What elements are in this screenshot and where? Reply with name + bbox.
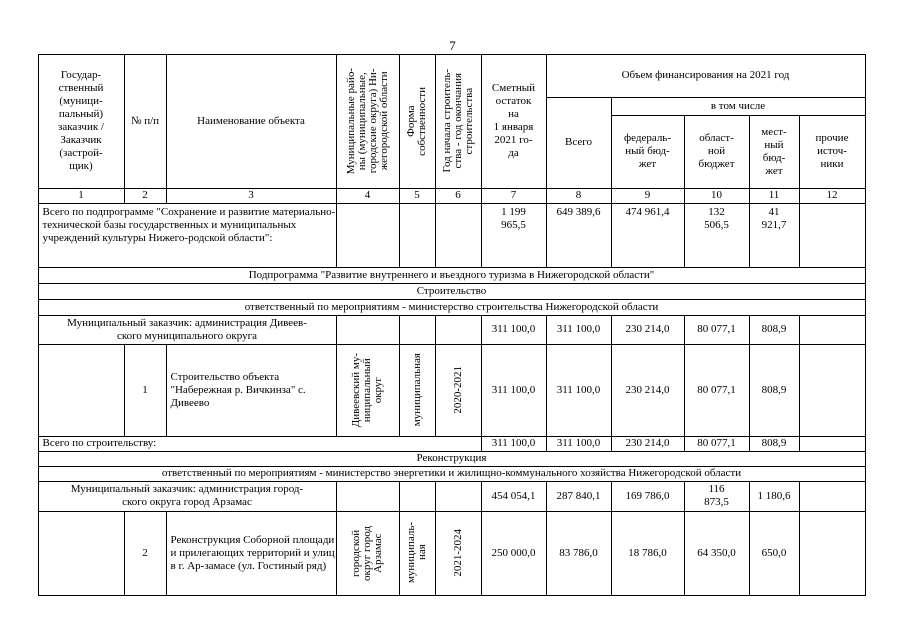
customer-diveevo-federal: [611, 315, 685, 345]
header-including-text: в том числе: [710, 99, 766, 112]
customer-diveevo-federal-text: 230 214,0: [625, 323, 670, 335]
column-number-3: [166, 188, 337, 204]
column-number-1: [38, 188, 125, 204]
object-2-district-text: городской округ город Арзамас: [350, 525, 384, 581]
subtotal-construction-regional-text: 80 077,1: [697, 437, 736, 449]
subtotal-program-total-text: 649 389,6: [556, 205, 601, 218]
subtotal-construction-other: [799, 436, 866, 452]
object-2-customer: [38, 511, 125, 596]
customer-arzamas-total-text: 287 840,1: [556, 489, 601, 502]
header-other-text: прочие источ- ники: [815, 132, 849, 170]
customer-diveevo-total-text: 311 100,0: [556, 323, 601, 335]
object-2-regional: [684, 511, 750, 596]
column-number-4: [336, 188, 400, 204]
section-reconstruction: [38, 451, 866, 467]
subtotal-program-ownership: [399, 203, 436, 268]
column-number-5-text: 5: [414, 189, 420, 201]
customer-arzamas-balance: [481, 481, 547, 512]
subtotal-program-federal-text: 474 961,4: [625, 205, 670, 218]
customer-arzamas-ownership: [399, 481, 436, 512]
object-2-name-text: Реконструкция Соборной площади и прилегающих территорий и улиц в г. Ар-замасе (ул. Гостиный ряд): [170, 533, 335, 572]
column-number-6-text: 6: [455, 189, 461, 201]
object-2-district: [336, 511, 400, 596]
customer-diveevo-ownership: [399, 315, 436, 345]
header-num-text: № п/п: [130, 114, 160, 127]
object-2-total: [546, 511, 612, 596]
object-2-ownership: [399, 511, 436, 596]
header-total: [546, 97, 612, 189]
object-2-ownership-text: муниципаль- ная: [405, 522, 428, 584]
object-2-federal: [611, 511, 685, 596]
responsible-construction-text: ответственный по мероприятиям - министерство строительства Нижегородской области: [244, 300, 659, 313]
customer-arzamas-regional-text: 116 873,5: [704, 483, 729, 508]
column-number-9-text: 9: [644, 189, 651, 201]
object-1-other: [799, 344, 866, 437]
header-balance-text: Сметный остаток на 1 января 2021 го- да: [491, 82, 536, 159]
header-including: [611, 97, 866, 116]
object-1-num-text: 1: [142, 383, 148, 396]
customer-arzamas-local-text: 1 180,6: [757, 489, 791, 502]
object-1-balance-text: 311 100,0: [491, 383, 536, 396]
customer-arzamas-regional: [684, 481, 750, 512]
customer-diveevo-label-text: Муниципальный заказчик: администрация Дивеев- ского муниципального округа: [67, 316, 307, 342]
customer-diveevo-total: [546, 315, 612, 345]
customer-arzamas-label: [38, 481, 337, 512]
header-federal-text: федераль- ный бюд- жет: [624, 132, 671, 170]
object-2-name: [166, 511, 337, 596]
header-ownership: [399, 54, 436, 189]
header-years-text: Год начала строитель- ства - год окончания строительства: [440, 69, 475, 173]
object-1-num: [124, 344, 167, 437]
subtotal-construction-local-text: 808,9: [761, 437, 787, 449]
customer-arzamas-years: [435, 481, 482, 512]
header-regional: [684, 115, 750, 189]
column-number-5: [399, 188, 436, 204]
column-number-12-text: 12: [826, 189, 838, 201]
object-2-other: [799, 511, 866, 596]
object-2-total-text: 83 786,0: [559, 546, 598, 559]
column-number-4-text: 4: [364, 189, 371, 201]
column-number-3-text: 3: [248, 189, 254, 201]
column-number-9: [611, 188, 685, 204]
subtotal-program-label: [38, 203, 337, 268]
column-number-8-text: 8: [575, 189, 582, 201]
object-2-local-text: 650,0: [761, 546, 787, 559]
object-1-name-text: Строительство объекта "Набережная р. Вичкинза" с. Дивеево: [170, 370, 306, 409]
object-1-local-text: 808,9: [761, 383, 787, 396]
object-1-local: [749, 344, 800, 437]
column-number-12: [799, 188, 866, 204]
customer-diveevo-local: [749, 315, 800, 345]
header-districts: [336, 54, 400, 189]
header-ownership-text: Форма собственности: [405, 86, 428, 156]
object-1-balance: [481, 344, 547, 437]
header-customer: [38, 54, 125, 189]
subtotal-construction-regional: [684, 436, 750, 452]
responsible-reconstruction-text: ответственный по мероприятиям - министерство энергетики и жилищно-коммунального хозяйства Нижегородской области: [161, 467, 742, 479]
subtotal-construction-total-text: 311 100,0: [556, 437, 601, 449]
customer-diveevo-balance: [481, 315, 547, 345]
customer-arzamas-federal: [611, 481, 685, 512]
column-number-7: [481, 188, 547, 204]
page-number: 7: [449, 38, 456, 53]
header-years: [435, 54, 482, 189]
customer-arzamas-districts: [336, 481, 400, 512]
header-num: [124, 54, 167, 189]
subtotal-program-local: [749, 203, 800, 268]
column-number-8: [546, 188, 612, 204]
customer-arzamas-federal-text: 169 786,0: [625, 489, 670, 502]
customer-diveevo-other: [799, 315, 866, 345]
customer-arzamas-total: [546, 481, 612, 512]
subtotal-construction-label: [38, 436, 482, 452]
column-number-10-text: 10: [711, 189, 722, 201]
customer-diveevo-label: [38, 315, 337, 345]
object-1-federal-text: 230 214,0: [625, 383, 670, 396]
subtotal-program-other: [799, 203, 866, 268]
object-1-district: [336, 344, 400, 437]
object-2-num-text: 2: [142, 546, 148, 559]
customer-diveevo-regional: [684, 315, 750, 345]
object-2-years: [435, 511, 482, 596]
header-other: [799, 115, 866, 189]
customer-diveevo-local-text: 808,9: [761, 323, 787, 335]
subtotal-construction-balance-text: 311 100,0: [491, 437, 536, 449]
header-regional-text: област- ной бюджет: [698, 132, 735, 170]
subtotal-program-years: [435, 203, 482, 268]
object-1-regional: [684, 344, 750, 437]
subtotal-construction-balance: [481, 436, 547, 452]
column-number-6: [435, 188, 482, 204]
subtotal-construction-total: [546, 436, 612, 452]
customer-arzamas-other: [799, 481, 866, 512]
customer-arzamas-balance-text: 454 054,1: [491, 489, 536, 502]
object-2-balance-text: 250 000,0: [491, 546, 536, 559]
section-construction-text: Строительство: [416, 284, 487, 297]
customer-diveevo-regional-text: 80 077,1: [697, 323, 736, 335]
object-1-years: [435, 344, 482, 437]
customer-diveevo-years: [435, 315, 482, 345]
subtotal-construction-local: [749, 436, 800, 452]
object-2-balance: [481, 511, 547, 596]
header-total-text: Всего: [565, 136, 592, 148]
subtotal-construction-federal-text: 230 214,0: [625, 437, 670, 449]
column-number-1-text: 1: [78, 189, 84, 201]
object-2-federal-text: 18 786,0: [628, 546, 667, 559]
header-funding-text: Объем финансирования на 2021 год: [621, 69, 790, 81]
object-1-customer: [38, 344, 125, 437]
customer-diveevo-districts: [336, 315, 400, 345]
object-1-district-text: Дивеевский му- ниципальный округ: [350, 352, 384, 428]
section-reconstruction-text: Реконструкция: [416, 452, 487, 464]
subtotal-program-balance-text: 1 199 965,5: [501, 205, 526, 231]
object-2-years-text: 2021-2024: [451, 529, 464, 577]
customer-arzamas-local: [749, 481, 800, 512]
subtotal-program-federal: [611, 203, 685, 268]
column-number-11-text: 11: [768, 189, 780, 201]
subtotal-program-regional: [684, 203, 750, 268]
header-local-text: мест- ный бюд- жет: [761, 125, 787, 177]
header-balance: [481, 54, 547, 189]
column-number-2: [124, 188, 167, 204]
object-1-years-text: 2020-2021: [451, 366, 464, 414]
column-number-11: [749, 188, 800, 204]
object-1-ownership-text: муниципальная: [410, 353, 423, 427]
subtotal-program-label-text: Всего по подпрограмме "Сохранение и развитие материально-технической базы государственных и муниципальных учреждений культуры Нижего-родской области":: [42, 205, 336, 244]
subprogram-title: [38, 267, 866, 284]
column-number-10: [684, 188, 750, 204]
subtotal-program-regional-text: 132 506,5: [704, 205, 729, 231]
object-2-local: [749, 511, 800, 596]
responsible-reconstruction: [38, 466, 866, 482]
customer-arzamas-label-text: Муниципальный заказчик: администрация город- ского округа город Арзамас: [70, 483, 304, 508]
responsible-construction: [38, 299, 866, 316]
section-construction: [38, 283, 866, 300]
subtotal-program-local-text: 41 921,7: [761, 205, 787, 231]
subtotal-program-balance: [481, 203, 547, 268]
object-1-total-text: 311 100,0: [556, 383, 601, 396]
header-customer-text: Государ- ственный (муници- пальный) заказчик / Заказчик (застрой- щик): [58, 69, 104, 172]
subtotal-construction-label-text: Всего по строительству:: [42, 437, 157, 449]
object-1-ownership: [399, 344, 436, 437]
subtotal-program-districts: [336, 203, 400, 268]
header-name: [166, 54, 337, 189]
subprogram-title-text: Подпрограмма "Развитие внутреннего и въездного туризма в Нижегородской области": [248, 268, 655, 281]
subtotal-program-total: [546, 203, 612, 268]
header-name-text: Наименование объекта: [197, 114, 305, 127]
header-funding: [546, 54, 866, 98]
object-2-regional-text: 64 350,0: [697, 546, 736, 559]
object-1-total: [546, 344, 612, 437]
object-1-federal: [611, 344, 685, 437]
header-local: [749, 115, 800, 189]
header-districts-text: Муниципальные райо- ны (муниципальные, городские округа) Ни- жегородской области: [344, 67, 390, 175]
subtotal-construction-federal: [611, 436, 685, 452]
header-federal: [611, 115, 685, 189]
customer-diveevo-balance-text: 311 100,0: [491, 323, 536, 335]
object-1-name: [166, 344, 337, 437]
object-1-regional-text: 80 077,1: [697, 383, 736, 396]
column-number-7-text: 7: [510, 189, 517, 201]
column-number-2-text: 2: [142, 189, 148, 201]
object-2-num: [124, 511, 167, 596]
